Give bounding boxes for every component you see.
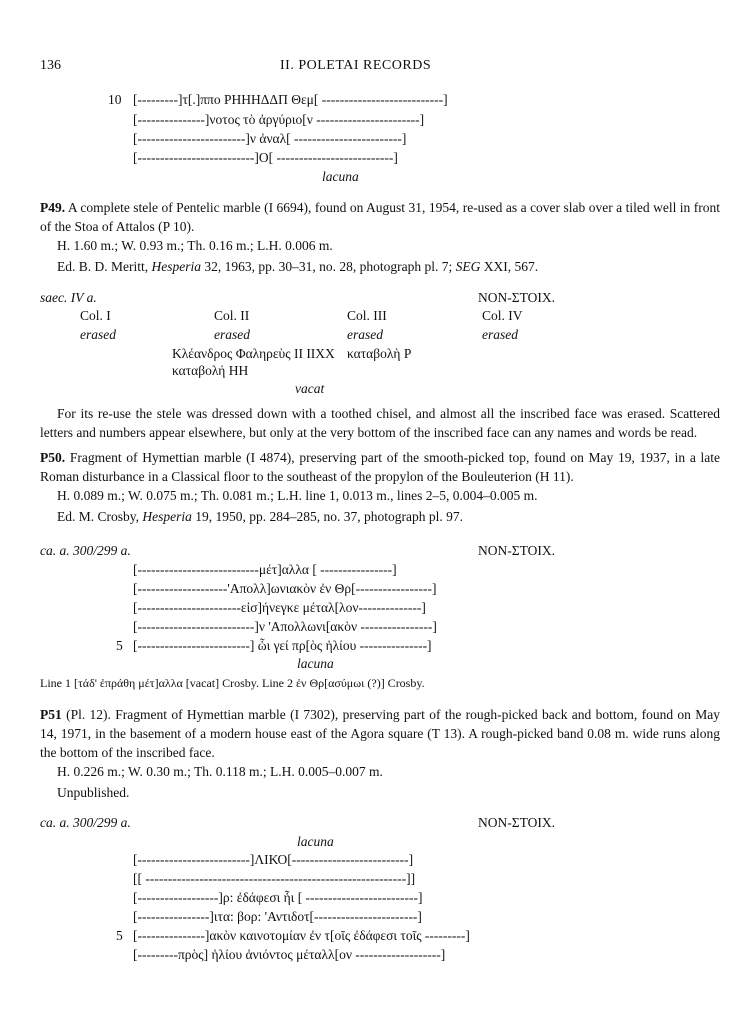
p51-description: [40, 705, 720, 762]
p50-desc-text: Fragment of Hymettian marble (I 4874), preserving part of the smooth-picked top, found on May 19, 1937, in a late Roman disturbance in a Classical floor to the southeast of the propylon of the Bouleuterion (H 11).: [40, 450, 720, 484]
p49-stoich: NON-ΣΤΟΙΧ.: [478, 290, 555, 305]
col-1-label: Col. I: [80, 308, 111, 323]
p49-dimensions: H. 1.60 m.; W. 0.93 m.; Th. 0.16 m.; L.H. 0.006 m.: [57, 238, 333, 253]
p49-comment: For its re-use the stele was dressed down with a toothed chisel, and almost all the inscribed face was erased. Scattered letters and numbers appear elsewhere, but only at the very bottom of the inscribed face can any names and words be read.: [40, 406, 720, 440]
col-2-line-2: καταβολή ΗΗ: [172, 363, 249, 378]
inscription-line: [-------------------------]ΛΙΚΟ[--------------------------]: [133, 852, 414, 867]
running-title: II. POLETAI RECORDS: [280, 58, 432, 73]
inscription-line: [---------πρὸς] ἡλίου ἀνιόντος μέταλλ[ον -------------------]: [133, 947, 446, 962]
p50-stoich: NON-ΣΤΟΙΧ.: [478, 543, 555, 558]
lacuna-label: lacuna: [297, 834, 334, 849]
inscription-line: [---------------------------μέτ]αλλα [ ----------------]: [133, 562, 397, 577]
inscription-line: [--------------------------]Ο[ --------------------------]: [133, 150, 398, 165]
inscription-line: [------------------]ρ: ἐδάφεσι ἧι [ -------------------------]: [133, 890, 423, 905]
inscription-line: [--------------------------]ν 'Απολλωνι[ακὸν ----------------]: [133, 619, 437, 634]
p49-description: [40, 198, 720, 236]
col-2-label: Col. II: [214, 308, 250, 323]
p50-dimensions: H. 0.089 m.; W. 0.075 m.; Th. 0.081 m.; L.H. line 1, 0.013 m., lines 2–5, 0.004–0.005 m.: [57, 488, 538, 503]
p49-id: P49.: [40, 200, 66, 215]
inscription-line: [--------------------'Απολλ]ωνιακὸν ἐν Θρ[-----------------]: [133, 581, 437, 596]
col-3-status: erased: [347, 327, 383, 342]
vacat-label: vacat: [295, 381, 325, 396]
p51-date: ca. a. 300/299 a.: [40, 815, 131, 830]
line-number: 5: [116, 928, 123, 943]
p50-id: P50.: [40, 450, 66, 465]
inscription-line: [[ ----------------------------------------------------------]]: [133, 871, 416, 886]
inscription-line: [---------]τ[.]ππο ΡΗΗΗΔΔΠ Θεμ[ ---------------------------]: [133, 92, 448, 107]
col-2-status: erased: [214, 327, 250, 342]
p49-desc-text: A complete stele of Pentelic marble (I 6694), found on August 31, 1954, re-used as a cover slab over a tiled well in front of the Stoa of Attalos (P 10).: [40, 200, 721, 234]
col-2-line-1: Κλέανδρος Φαληρεὺς ΙΙ ΙΙΧΧ: [172, 346, 335, 361]
inscription-line: [------------------------]ν ἀναλ[ ------------------------]: [133, 131, 407, 146]
col-4-status: erased: [482, 327, 518, 342]
p50-edition: Ed. M. Crosby, Hesperia 19, 1950, pp. 284–285, no. 37, photograph pl. 97.: [57, 509, 464, 524]
p51-id: P51: [40, 707, 62, 722]
p50-date: ca. a. 300/299 a.: [40, 543, 131, 558]
page-number: 136: [40, 58, 61, 73]
col-3-label: Col. III: [347, 308, 387, 323]
inscription-line: [---------------]ακὸν καινοτομίαν ἐν τ[οῖς ἐδάφεσι τοῖς ---------]: [133, 928, 470, 943]
inscription-line: [-----------------------εἰσ]ήνεγκε μέταλ[λον--------------]: [133, 600, 426, 615]
p51-stoich: NON-ΣΤΟΙΧ.: [478, 815, 555, 830]
p51-status: Unpublished.: [57, 785, 130, 800]
col-1-status: erased: [80, 327, 116, 342]
p49-edition: Ed. B. D. Meritt, Hesperia 32, 1963, pp. 30–31, no. 28, photograph pl. 7; SEG XXI, 567.: [57, 259, 539, 274]
line-number: 5: [116, 638, 123, 653]
p51-desc-text: (Pl. 12). Fragment of Hymettian marble (I 7302), preserving part of the rough-picked back and bottom, found on May 14, 1971, in the basement of a modern house east of the Agora square (T 13). A rough-picked band 0.08 m. wide runs along the bottom of the inscribed face.: [40, 707, 721, 760]
lacuna-label: lacuna: [297, 656, 334, 671]
inscription-line: [----------------]ιτα: βορ: 'Αντιδοτ[-----------------------]: [133, 909, 422, 924]
p49-date: saec. IV a.: [40, 290, 97, 305]
lacuna-label: lacuna: [322, 169, 359, 184]
col-4-label: Col. IV: [482, 308, 523, 323]
p50-description: [40, 448, 720, 486]
line-number: 10: [108, 92, 122, 107]
col-3-line-1: καταβολὴ Ρ: [347, 346, 412, 361]
p51-dimensions: H. 0.226 m.; W. 0.30 m.; Th. 0.118 m.; L.H. 0.005–0.007 m.: [57, 764, 383, 779]
inscription-line: [---------------]νοτος τὸ ἀργύριο[ν -----------------------]: [133, 112, 425, 127]
p50-apparatus: Line 1 [τάδ' ἐπράθη μέτ]αλλα [vacat] Crosby. Line 2 ἐν Θρ[ασύμωι (?)] Crosby.: [40, 676, 425, 690]
inscription-line: [-------------------------] ὧι γεί πρ[ὸς ἡλίου ---------------]: [133, 638, 432, 653]
